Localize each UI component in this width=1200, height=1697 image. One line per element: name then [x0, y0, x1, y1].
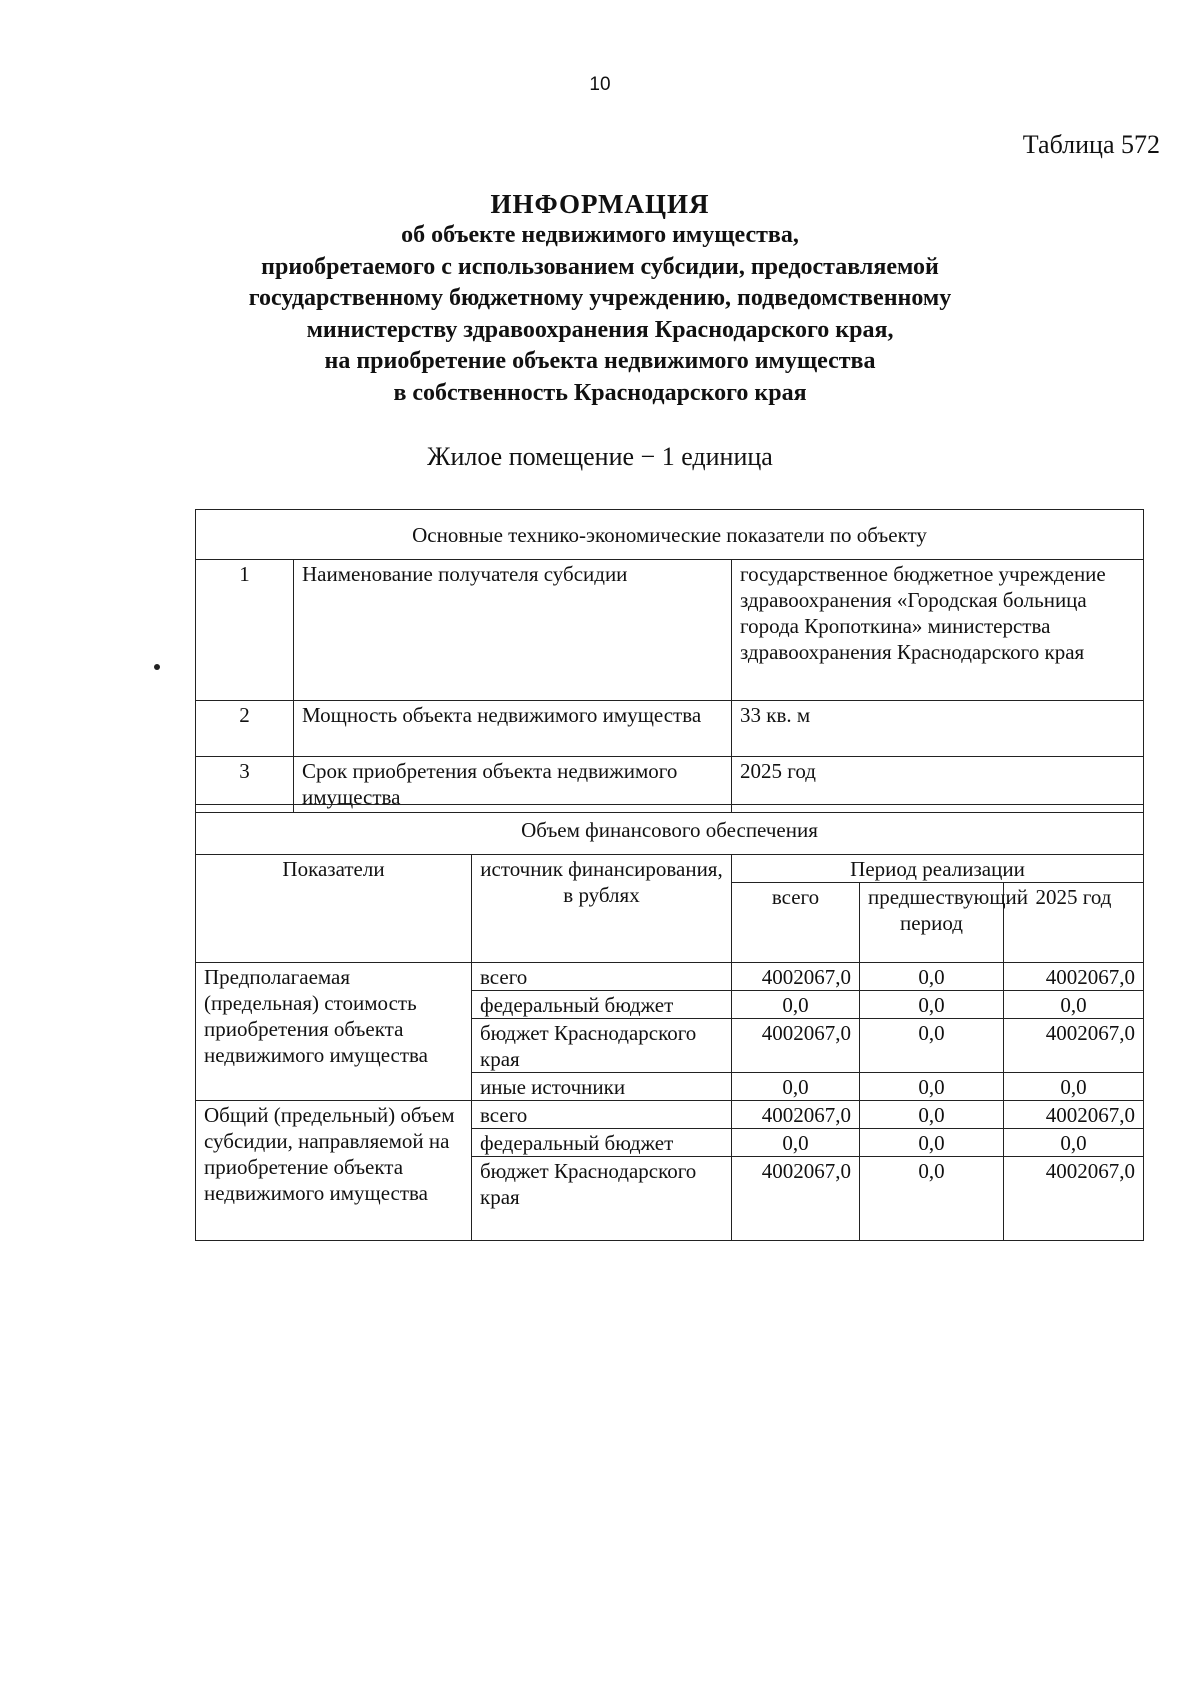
table-row: [196, 855, 1144, 883]
col-year-header: 2025 год: [1004, 883, 1144, 963]
previous-cell: 0,0: [860, 963, 1004, 991]
title-line: министерству здравоохранения Краснодарского края,: [306, 316, 894, 343]
year-cell: 4002067,0: [1004, 1157, 1144, 1241]
year-cell: 4002067,0: [1004, 963, 1144, 991]
group-label: Предполагаемая (предельная) стоимость приобретения объекта недвижимого имущества: [196, 963, 472, 1101]
table-row: [196, 510, 1144, 560]
indicators-table: [195, 509, 1144, 813]
indicator-label: Наименование получателя субсидии: [294, 560, 732, 701]
indicator-value: государственное бюджетное учреждение здравоохранения «Городская больница города Кропоткина» министерства здравоохранения Краснодарского края: [732, 560, 1144, 701]
table-row: [196, 560, 1144, 701]
previous-cell: 0,0: [860, 1129, 1004, 1157]
total-cell: 4002067,0: [732, 1019, 860, 1073]
indicator-value: 33 кв. м: [732, 701, 1144, 757]
table-row: [196, 1101, 1144, 1129]
indicator-label: Мощность объекта недвижимого имущества: [294, 701, 732, 757]
document-title: [0, 188, 1200, 409]
source-cell: бюджет Краснодарского края: [472, 1157, 732, 1241]
table-row: [196, 805, 1144, 855]
previous-cell: 0,0: [860, 1019, 1004, 1073]
indicator-value: 2025 год: [732, 757, 1144, 813]
total-cell: 4002067,0: [732, 1157, 860, 1241]
col-total-header: всего: [732, 883, 860, 963]
year-cell: 0,0: [1004, 1073, 1144, 1101]
source-cell: федеральный бюджет: [472, 1129, 732, 1157]
scan-dot-mark: [154, 664, 160, 670]
row-number: 3: [196, 757, 294, 813]
title-line: в собственность Краснодарского края: [393, 379, 807, 406]
col-indicators-header: Показатели: [196, 855, 472, 963]
page-number: 10: [589, 74, 611, 95]
previous-cell: 0,0: [860, 1157, 1004, 1241]
financing-table: [195, 804, 1144, 1241]
col-source-header: источник финансирования, в рублях: [472, 855, 732, 963]
row-number: 2: [196, 701, 294, 757]
indicator-label: Срок приобретения объекта недвижимого имущества: [294, 757, 732, 813]
year-cell: 4002067,0: [1004, 1101, 1144, 1129]
year-cell: 0,0: [1004, 991, 1144, 1019]
total-cell: 4002067,0: [732, 963, 860, 991]
total-cell: 0,0: [732, 991, 860, 1019]
source-cell: федеральный бюджет: [472, 991, 732, 1019]
source-cell: всего: [472, 963, 732, 991]
source-cell: иные источники: [472, 1073, 732, 1101]
table-row: [196, 963, 1144, 991]
source-cell: бюджет Краснодарского края: [472, 1019, 732, 1073]
title-line: государственному бюджетному учреждению, подведомственному: [248, 285, 952, 311]
col-period-header: Период реализации: [732, 855, 1144, 883]
row-number: 1: [196, 560, 294, 701]
source-cell: всего: [472, 1101, 732, 1129]
total-cell: 0,0: [732, 1129, 860, 1157]
year-cell: 0,0: [1004, 1129, 1144, 1157]
previous-cell: 0,0: [860, 991, 1004, 1019]
title-line: об объекте недвижимого имущества,: [401, 222, 799, 248]
table-label: Таблица 572: [1022, 130, 1160, 159]
year-cell: 4002067,0: [1004, 1019, 1144, 1073]
previous-cell: 0,0: [860, 1073, 1004, 1101]
title-line: приобретаемого с использованием субсидии, предоставляемой: [261, 253, 939, 280]
col-previous-header: предшествующий период: [860, 883, 1004, 963]
title-line: на приобретение объекта недвижимого имущества: [324, 348, 876, 374]
table-row: [196, 701, 1144, 757]
previous-cell: 0,0: [860, 1101, 1004, 1129]
total-cell: 4002067,0: [732, 1101, 860, 1129]
group-label: Общий (предельный) объем субсидии, направляемой на приобретение объекта недвижимого имущества: [196, 1101, 472, 1241]
financing-header: Объем финансового обеспечения: [196, 805, 1144, 855]
total-cell: 0,0: [732, 1073, 860, 1101]
title-main: ИНФОРМАЦИЯ: [490, 189, 710, 219]
object-name: Жилое помещение − 1 единица: [427, 442, 773, 471]
indicators-header: Основные технико-экономические показатели по объекту: [196, 510, 1144, 560]
